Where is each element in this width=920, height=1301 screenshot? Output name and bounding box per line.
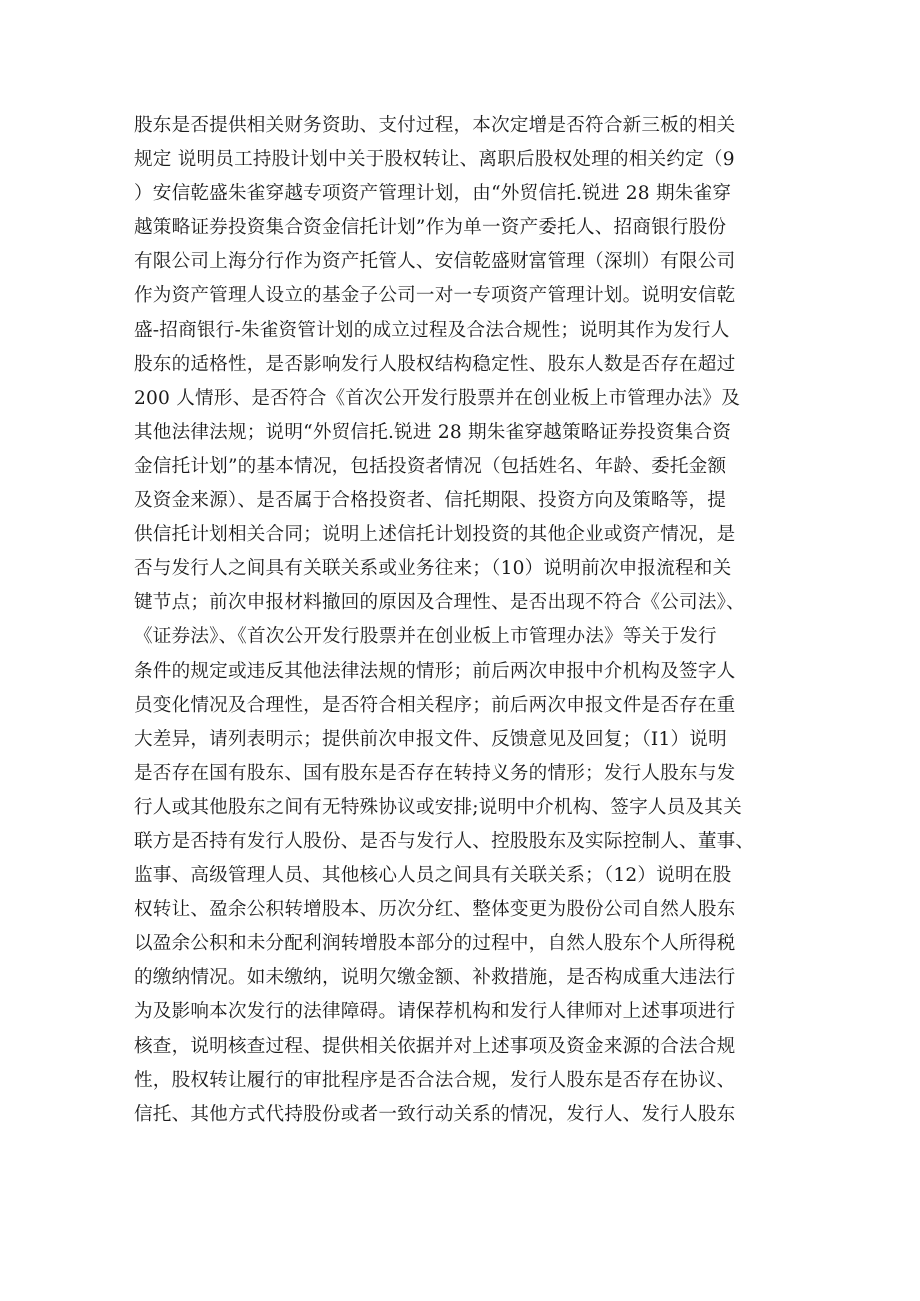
text-line: 键节点；前次申报材料撤回的原因及合理性、是否出现不符合《公司法》、: [134, 592, 745, 614]
text-line: 股东的适格性，是否影响发行人股权结构稳定性、股东人数是否存在超过: [134, 353, 736, 375]
text-line: 《证券法》、《首次公开发行股票并在创业板上市管理办法》等关于发行: [134, 626, 717, 648]
text-line: 盛-招商银行-朱雀资管计划的成立过程及合法合规性；说明其作为发行人: [134, 319, 730, 341]
text-line: 的缴纳情况。如未缴纳，说明欠缴金额、补救措施，是否构成重大违法行: [134, 967, 736, 989]
text-line: 越策略证券投资集合资金信托计划”作为单一资产委托人、招商银行股份: [134, 217, 727, 239]
text-line: ）安信乾盛朱雀穿越专项资产管理计划，由“外贸信托.锐进 28 期朱雀穿: [134, 183, 732, 205]
text-line: 监事、高级管理人员、其他核心人员之间具有关联关系；（12）说明在股: [134, 865, 732, 887]
text-line: 其他法律法规；说明“外贸信托.锐进 28 期朱雀穿越策略证券投资集合资: [134, 421, 732, 443]
text-line: 否与发行人之间具有关联关系或业务往来；（10）说明前次申报流程和关: [134, 558, 732, 580]
text-line: 性，股权转让履行的审批程序是否合法合规，发行人股东是否存在协议、: [134, 1069, 736, 1091]
text-line: 供信托计划相关合同；说明上述信托计划投资的其他企业或资产情况，是: [134, 524, 736, 546]
text-line: 权转让、盈余公积转增股本、历次分红、整体变更为股份公司自然人股东: [134, 899, 736, 921]
text-line: 信托、其他方式代持股份或者一致行动关系的情况，发行人、发行人股东: [134, 1103, 736, 1125]
text-line: 条件的规定或违反其他法律法规的情形；前后两次申报中介机构及签字人: [134, 660, 736, 682]
text-line: 联方是否持有发行人股份、是否与发行人、控股股东及实际控制人、董事、: [134, 830, 755, 852]
text-line: 行人或其他股东之间有无特殊协议或安排;说明中介机构、签字人员及其关: [134, 796, 742, 818]
text-line: 200 人情形、是否符合《首次公开发行股票并在创业板上市管理办法》及: [134, 387, 741, 409]
text-line: 及资金来源）、是否属于合格投资者、信托期限、投资方向及策略等，提: [134, 490, 727, 512]
text-line: 作为资产管理人设立的基金子公司一对一专项资产管理计划。说明安信乾: [134, 285, 736, 307]
body-text: [134, 109, 804, 1132]
text-line: 以盈余公积和未分配利润转增股本部分的过程中，自然人股东个人所得税: [134, 933, 736, 955]
text-line: 有限公司上海分行作为资产托管人、安信乾盛财富管理（深圳）有限公司: [134, 251, 736, 273]
text-line: 股东是否提供相关财务资助、支付过程，本次定增是否符合新三板的相关: [134, 115, 736, 136]
text-line: 规定 说明员工持股计划中关于股权转让、离职后股权处理的相关约定（9: [134, 149, 735, 171]
text-line: 大差异，请列表明示；提供前次申报文件、反馈意见及回复；（I1）说明: [134, 728, 727, 750]
text-line: 为及影响本次发行的法律障碍。请保荐机构和发行人律师对上述事项进行: [134, 1001, 736, 1023]
text-line: 核查，说明核查过程、提供相关依据并对上述事项及资金来源的合法合规: [134, 1035, 736, 1057]
text-line: 金信托计划”的基本情况，包括投资者情况（包括姓名、年龄、委托金额: [134, 455, 727, 477]
text-line: 是否存在国有股东、国有股东是否存在转持义务的情形；发行人股东与发: [134, 762, 736, 784]
text-line: 员变化情况及合理性，是否符合相关程序；前后两次申报文件是否存在重: [134, 694, 736, 716]
